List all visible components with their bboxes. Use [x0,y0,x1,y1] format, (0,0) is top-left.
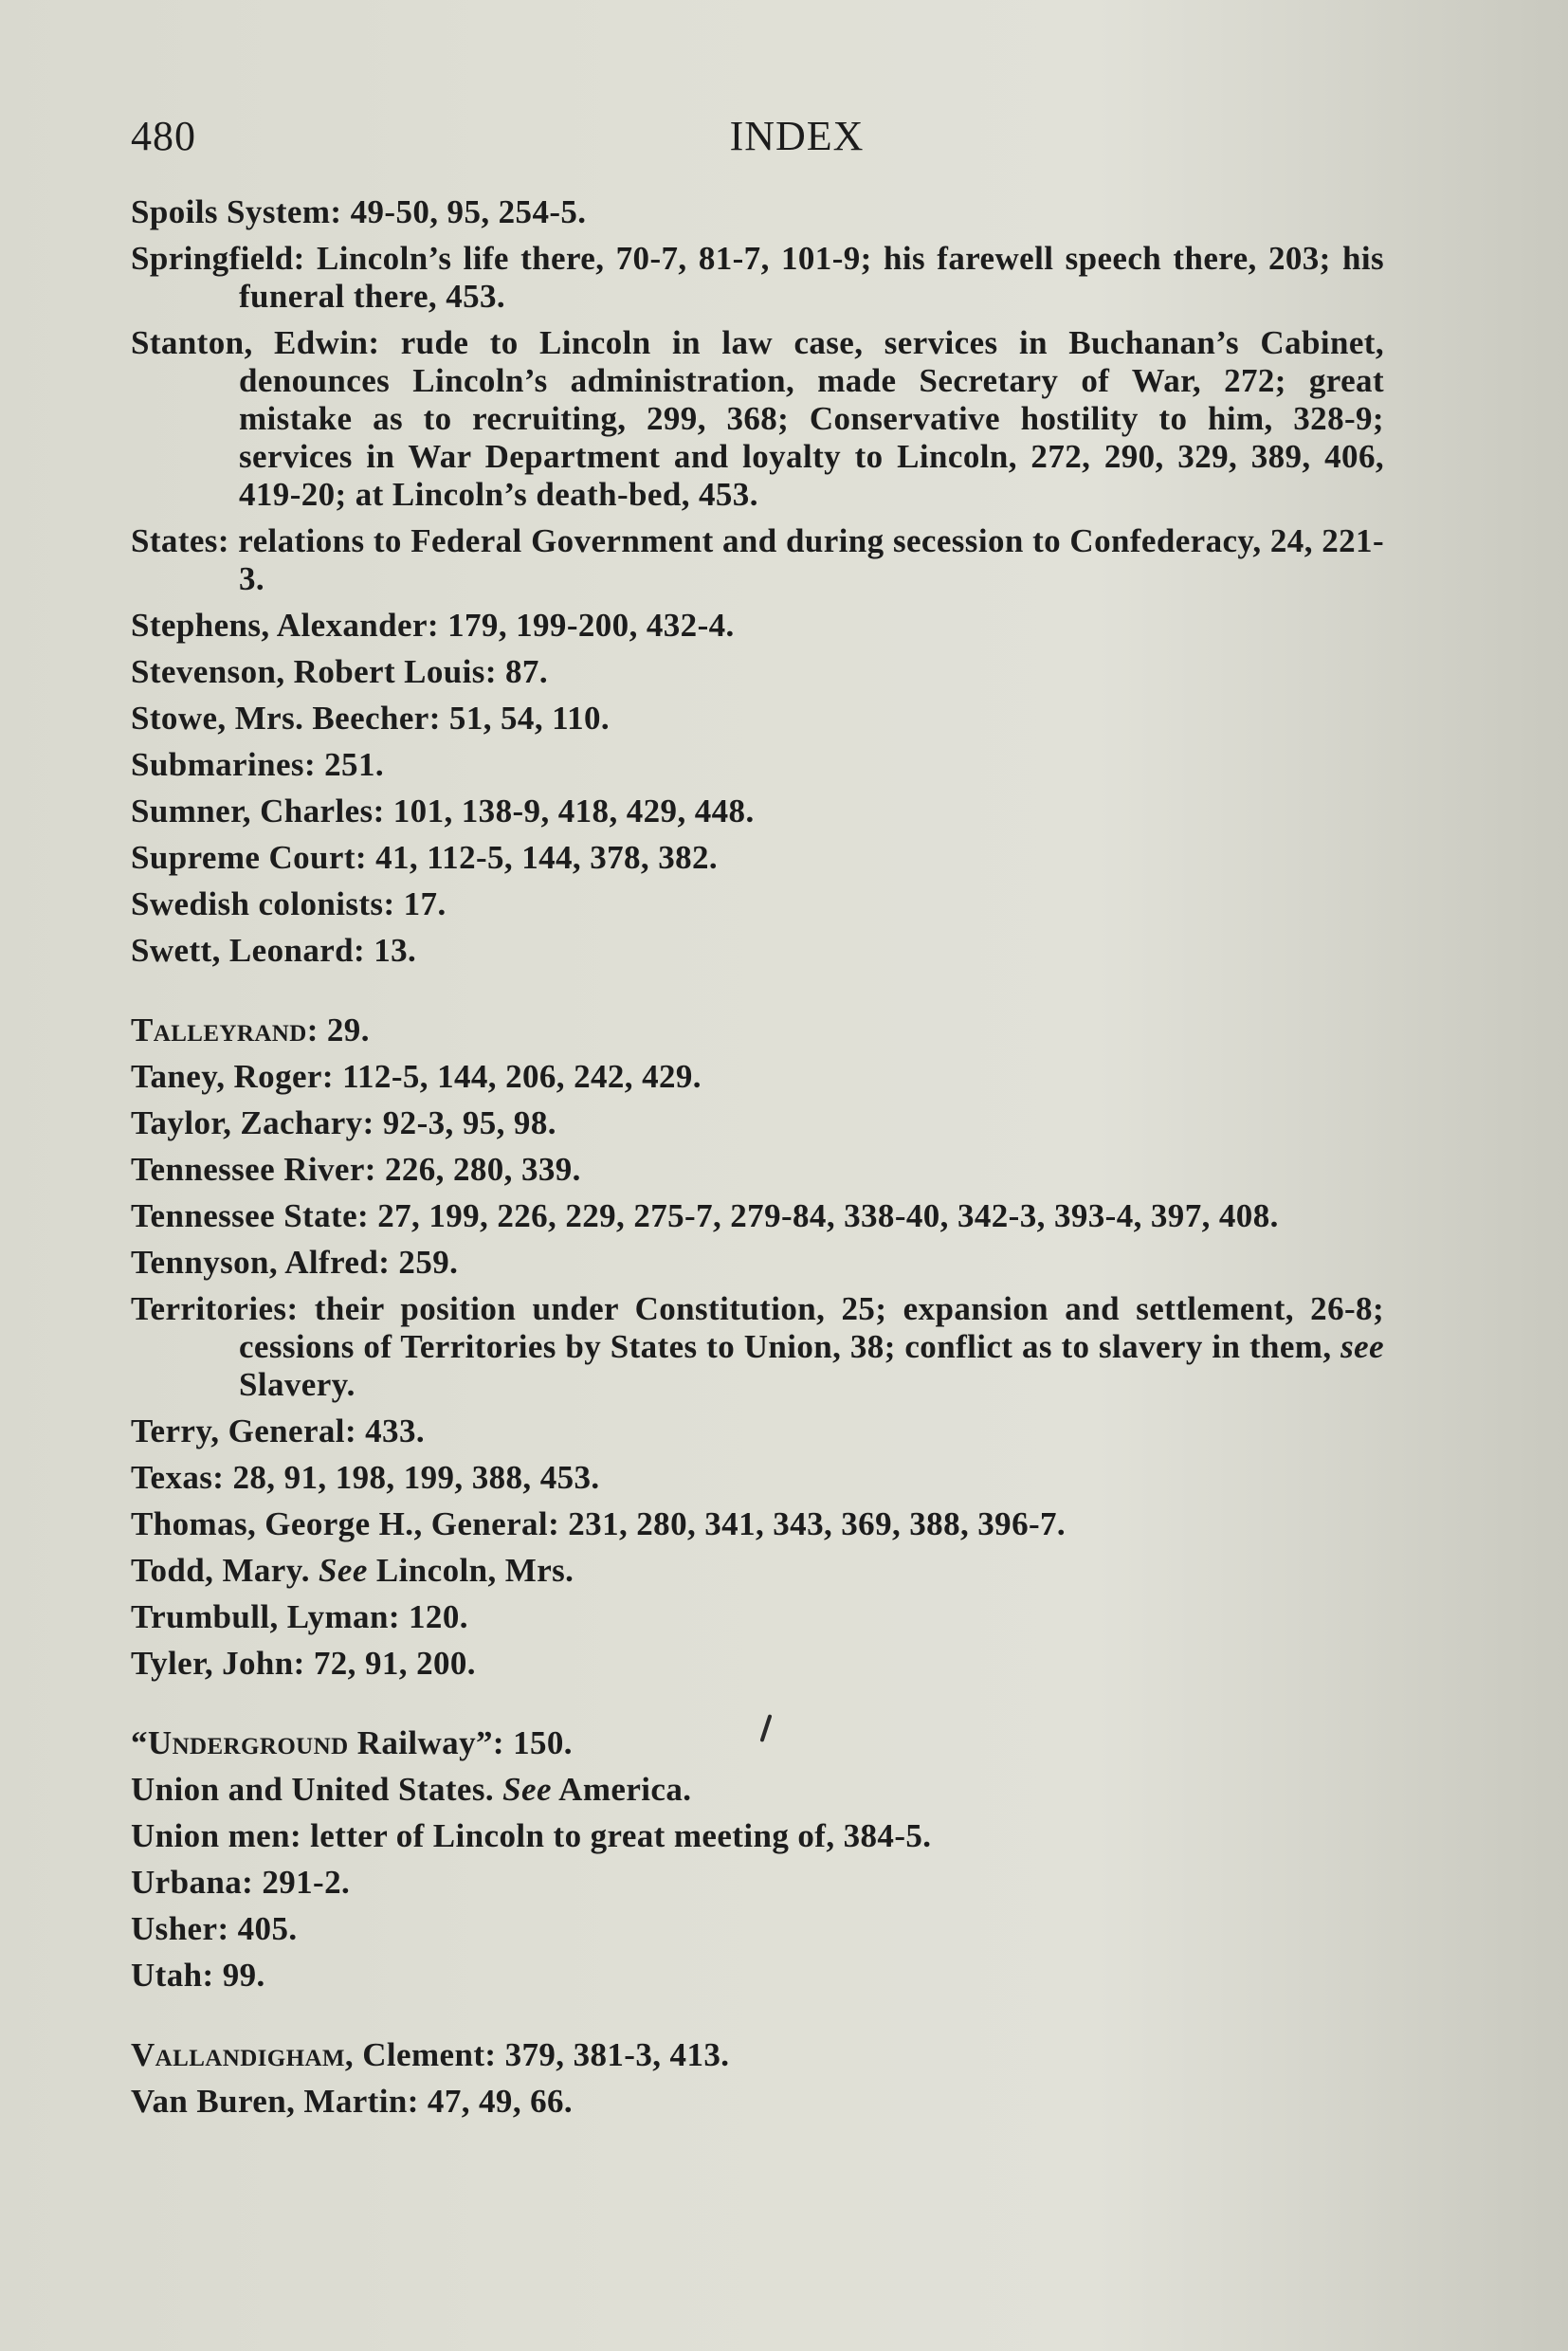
index-entry [131,1244,1384,1282]
entry-heading: Union men [131,1817,290,1854]
entry-heading: Tennyson, Alfred [131,1244,379,1281]
index-entry [131,793,1384,830]
entry-refs: : 17. [383,885,447,922]
entry-heading: Springfield [131,240,294,277]
entry-heading: Taney, Roger [131,1058,322,1095]
entry-heading: Supreme Court [131,839,356,876]
index-entry [131,1724,1384,1762]
entry-refs: : 120. [388,1598,468,1635]
page-number: 480 [131,113,196,159]
entry-refs: : 27, 199, 226, 229, 275-7, 279-84, 338-40, 342-3, 393-4, 397, 408. [357,1197,1279,1234]
index-entry [131,2036,1384,2074]
index-entry [131,746,1384,784]
index-entry [131,1957,1384,1995]
index-entry [131,839,1384,877]
entry-heading: States [131,522,218,559]
entry-heading: Union and United States. [131,1771,495,1808]
running-head: INDEX [729,113,865,159]
index-entry [131,240,1384,316]
entry-heading: Tyler, John [131,1645,294,1682]
entry-refs: : letter of Lincoln to great meeting of, 384-5. [289,1817,932,1854]
entry-heading: Talleyrand [131,1011,307,1048]
entry-refs: : rude to Lincoln in law case, services in Buchanan’s Cabinet, denounces Lincoln’s administration, made Secretary of War, 272; great mistake as to recruiting, 299, 368; Conservative hostility to him, 328-9; services in War Department and loyalty to Lincoln, 272, 290, 329, 389, 406, 419-20; at Lincoln’s death-bed, 453. [239,324,1384,513]
index-entry [131,932,1384,970]
entry-refs: : 41, 112-5, 144, 378, 382. [355,839,719,876]
index-entry [131,1011,1384,1049]
entry-heading: “Underground [131,1724,349,1761]
index-list [131,193,1384,2129]
page-header [131,112,1387,169]
entry-heading: Tennessee River [131,1151,365,1188]
entry-refs: : 99. [202,1957,265,1994]
entry-refs: : 101, 138-9, 418, 429, 448. [373,793,755,829]
entry-heading: Territories [131,1290,287,1327]
entry-refs: : 405. [217,1910,298,1947]
entry-heading: Tennessee State [131,1197,358,1234]
entry-refs: : 47, 49, 66. [407,2083,574,2120]
index-entry [131,1412,1384,1450]
index-entry [131,1910,1384,1948]
entry-heading: Urbana [131,1864,243,1901]
entry-refs: : 259. [378,1244,459,1281]
index-entry [131,1817,1384,1855]
index-entry [131,1058,1384,1096]
see-reference: See [502,1771,552,1808]
entry-heading: Stowe, Mrs. Beecher [131,700,429,737]
entry-heading: Trumbull, Lyman [131,1598,389,1635]
entry-refs: : relations to Federal Government and during secession to Confederacy, 24, 221-3. [217,522,1384,597]
entry-refs: Lincoln, Mrs. [375,1552,574,1589]
entry-heading: Spoils System [131,193,331,230]
index-entry [131,607,1384,645]
index-entry [131,1598,1384,1636]
index-entry [131,1505,1384,1543]
index-entry [131,700,1384,738]
entry-heading: Usher [131,1910,218,1947]
entry-heading: Van Buren, Martin [131,2083,408,2120]
entry-refs: : 92-3, 95, 98. [362,1104,556,1141]
index-entry [131,1151,1384,1189]
index-entry [131,885,1384,923]
entry-heading: Todd, Mary. [131,1552,310,1589]
entry-refs: Railway”: 150. [356,1724,573,1761]
see-reference: see [1340,1328,1384,1365]
index-entry [131,1645,1384,1683]
entry-refs: America. [558,1771,692,1808]
entry-heading: Texas [131,1459,213,1496]
index-entry [131,1864,1384,1902]
entry-heading: Stevenson, Robert Louis [131,653,485,690]
index-entry [131,1552,1384,1590]
entry-refs: Clement: 379, 381-3, 413. [362,2036,730,2073]
entry-refs: : their position under Constitution, 25; expansion and settlement, 26-8; cessions of Territories by States to Union, 38; conflict as to slavery in them, [239,1290,1384,1365]
index-entry [131,522,1384,598]
entry-refs: : 13. [354,932,417,969]
entry-heading: Sumner, Charles [131,793,374,829]
entry-heading: Taylor, Zachary [131,1104,363,1141]
entry-refs: : 49-50, 95, 254-5. [330,193,587,230]
entry-heading: Terry, General [131,1412,345,1449]
index-entry [131,1197,1384,1235]
index-entry [131,193,1384,231]
entry-refs: : 251. [303,746,384,783]
entry-heading: Swett, Leonard [131,932,355,969]
index-entry [131,653,1384,691]
index-entry [131,2083,1384,2121]
entry-refs: : 51, 54, 110. [428,700,611,737]
entry-refs: : 231, 280, 341, 343, 369, 388, 396-7. [548,1505,1067,1542]
entry-refs: : 72, 91, 200. [293,1645,476,1682]
see-target: Slavery. [239,1366,356,1403]
entry-refs: : 28, 91, 198, 199, 388, 453. [212,1459,600,1496]
index-entry [131,1290,1384,1404]
entry-heading: Submarines [131,746,304,783]
entry-refs: : 29. [306,1011,370,1048]
entry-heading: Utah [131,1957,203,1994]
index-entry [131,1771,1384,1809]
entry-heading: Vallandigham, [131,2036,355,2073]
entry-refs: : 87. [484,653,548,690]
entry-refs: : 291-2. [242,1864,351,1901]
entry-refs: : 433. [344,1412,425,1449]
entry-heading: Swedish colonists [131,885,384,922]
entry-refs: : 179, 199-200, 432-4. [427,607,735,644]
see-reference: See [319,1552,368,1589]
entry-refs: : Lincoln’s life there, 70-7, 81-7, 101-9; his farewell speech there, 203; his funeral there, 453. [239,240,1384,315]
index-entry [131,1459,1384,1497]
index-entry [131,1104,1384,1142]
entry-refs: : 226, 280, 339. [364,1151,581,1188]
entry-refs: : 112-5, 144, 206, 242, 429. [321,1058,702,1095]
entry-heading: Thomas, George H., General [131,1505,549,1542]
entry-heading: Stanton, Edwin [131,324,369,361]
entry-heading: Stephens, Alexander [131,607,428,644]
index-entry [131,324,1384,514]
